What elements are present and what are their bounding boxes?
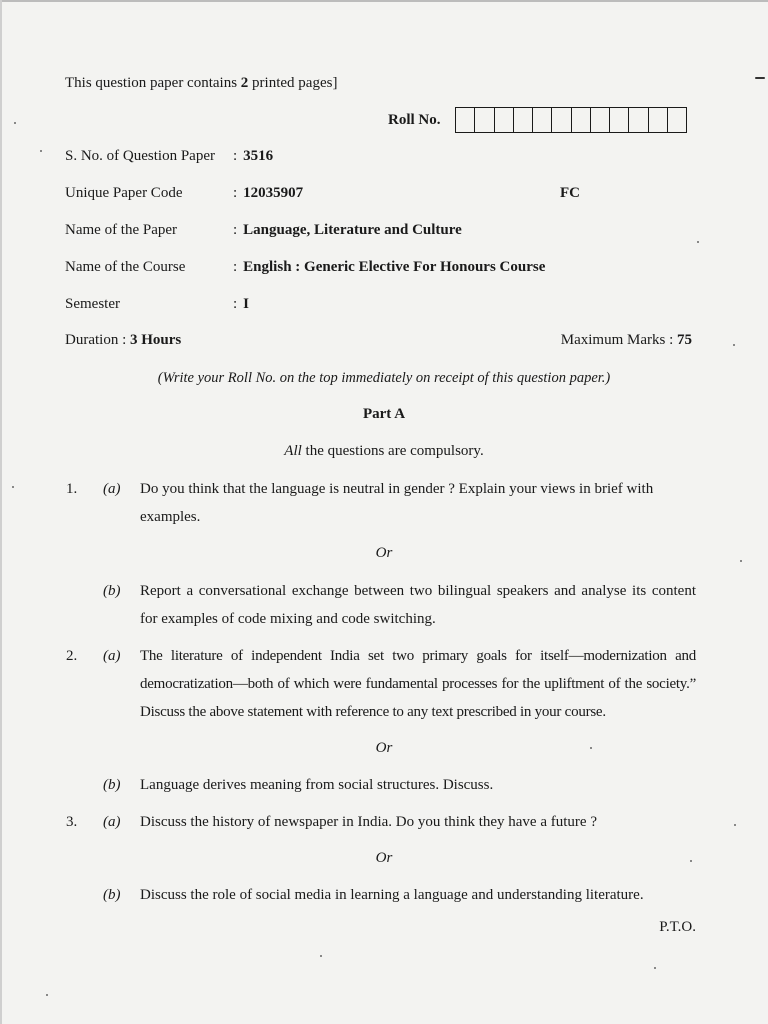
- question-2a-label: (a): [103, 648, 121, 664]
- pages-note: This question paper contains 2 printed pages]: [65, 75, 338, 91]
- question-3b-label: (b): [103, 887, 121, 903]
- detail-value-paper-code: : 12035907: [233, 185, 304, 201]
- question-3a-text: Discuss the history of newspaper in India. Do you think they have a future ?: [140, 814, 597, 830]
- question-2-number: 2.: [66, 648, 78, 664]
- scan-edge-top: [0, 0, 768, 2]
- question-3b-text: Discuss the role of social media in learning a language and understanding literature.: [140, 887, 644, 903]
- roll-instruction: (Write your Roll No. on the top immediately on receipt of this question paper.): [157, 370, 611, 386]
- detail-label-course: Name of the Course: [65, 259, 186, 275]
- detail-value-sno: : 3516: [233, 148, 274, 164]
- detail-value-semester: : I: [233, 296, 250, 312]
- detail-value-paper-name: : Language, Literature and Culture: [233, 222, 462, 238]
- detail-label-sno: S. No. of Question Paper: [65, 148, 215, 164]
- question-3-number: 3.: [66, 814, 78, 830]
- question-1a-label: (a): [103, 481, 121, 497]
- part-title: Part A: [362, 406, 406, 422]
- detail-value-course: : English : Generic Elective For Honours Course: [233, 259, 546, 275]
- compulsory-note: All the questions are compulsory.: [284, 443, 484, 459]
- roll-number-label: Roll No.: [388, 112, 441, 128]
- maximum-marks: Maximum Marks : 75: [560, 332, 692, 348]
- question-2a-text: The literature of independent India set two primary goals for itself—modernization and democratization—both of which were fundamental processes for the upliftment of the society.” Discuss the above statement with reference to any text prescribed in your course.: [140, 648, 696, 720]
- detail-label-semester: Semester: [65, 296, 120, 312]
- or-divider-1: Or: [375, 545, 393, 561]
- question-1a-text: Do you think that the language is neutral in gender ? Explain your views in brief with examples.: [140, 481, 654, 525]
- question-1b-text: Report a conversational exchange between two bilingual speakers and analyse its content for examples of code mixing and code switching.: [140, 583, 696, 627]
- duration: Duration : 3 Hours: [65, 332, 182, 348]
- scan-edge-left: [0, 0, 2, 1024]
- or-divider-3: Or: [375, 850, 393, 866]
- question-2b-label: (b): [103, 777, 121, 793]
- detail-label-paper-code: Unique Paper Code: [65, 185, 183, 201]
- question-3a-label: (a): [103, 814, 121, 830]
- please-turn-over: P.T.O.: [659, 919, 696, 935]
- roll-number-boxes[interactable]: [455, 107, 687, 133]
- question-2b-text: Language derives meaning from social structures. Discuss.: [140, 777, 494, 793]
- detail-label-paper-name: Name of the Paper: [65, 222, 178, 238]
- question-1b-label: (b): [103, 583, 121, 599]
- fc-label: FC: [560, 185, 580, 201]
- or-divider-2: Or: [375, 740, 393, 756]
- question-1-number: 1.: [66, 481, 78, 497]
